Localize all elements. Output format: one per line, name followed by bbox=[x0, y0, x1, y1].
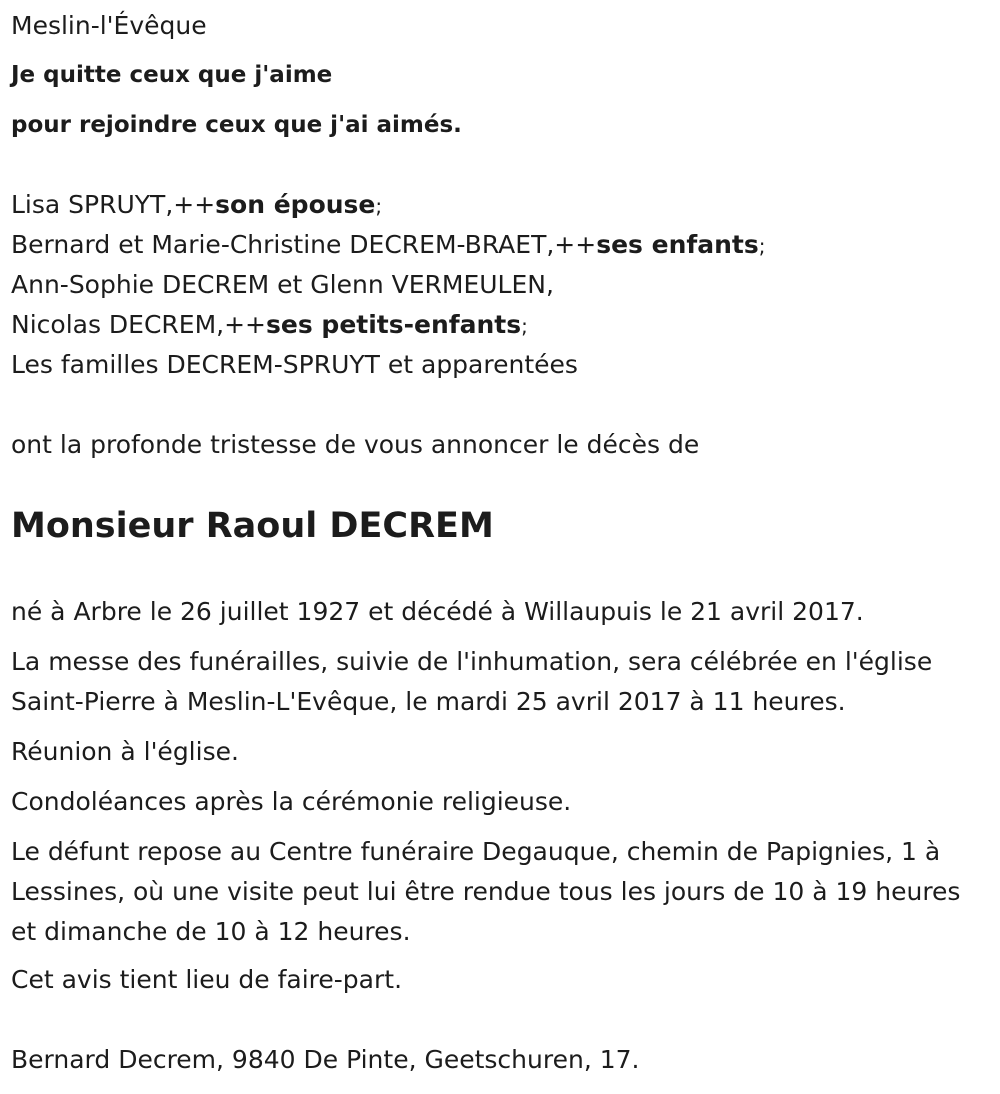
family-separator: ; bbox=[521, 314, 528, 338]
family-line bbox=[11, 305, 528, 346]
family-role: son épouse bbox=[215, 190, 376, 219]
quote-line-2: pour rejoindre ceux que j'ai aimés. bbox=[11, 112, 462, 138]
deceased-name: Monsieur Raoul DECREM bbox=[11, 506, 494, 546]
family-role: ses petits-enfants bbox=[266, 310, 522, 339]
contact-address: Bernard Decrem, 9840 De Pinte, Geetschuren, 17. bbox=[11, 1045, 640, 1074]
family-line bbox=[11, 265, 554, 306]
gathering-info: Réunion à l'église. bbox=[11, 737, 239, 766]
location: Meslin-l'Évêque bbox=[11, 11, 207, 40]
family-separator: ; bbox=[758, 234, 766, 258]
announcement: ont la profonde tristesse de vous annoncer le décès de bbox=[11, 430, 700, 459]
family-names: Ann-Sophie DECREM et Glenn VERMEULEN, bbox=[11, 270, 554, 299]
notice-statement: Cet avis tient lieu de faire-part. bbox=[11, 965, 403, 994]
family-line bbox=[11, 185, 382, 226]
quote-line-1: Je quitte ceux que j'aime bbox=[11, 62, 333, 88]
condolences-info: Condoléances après la cérémonie religieuse. bbox=[11, 787, 572, 816]
family-role: ses enfants bbox=[596, 230, 759, 259]
family-names: Nicolas DECREM,++ bbox=[11, 310, 267, 339]
family-names: Lisa SPRUYT,++ bbox=[11, 190, 216, 219]
visitation-info: Le défunt repose au Centre funéraire Degauque, chemin de Papignies, 1 à Lessines, où une visite peut lui être rendue tous les jours de 10 à 19 heures et dimanche de 10 à 12 heures. bbox=[11, 837, 961, 946]
family-line bbox=[11, 225, 766, 266]
funeral-mass: La messe des funérailles, suivie de l'inhumation, sera célébrée en l'église Saint-Pierre à Meslin-L'Evêque, le mardi 25 avril 2017 à 11 heures. bbox=[11, 647, 933, 716]
family-line bbox=[11, 345, 578, 386]
birth-death-dates: né à Arbre le 26 juillet 1927 et décédé à Willaupuis le 21 avril 2017. bbox=[11, 597, 864, 626]
family-names: Bernard et Marie-Christine DECREM-BRAET,++ bbox=[11, 230, 597, 259]
family-names: Les familles DECREM-SPRUYT et apparentées bbox=[11, 350, 578, 379]
family-separator: ; bbox=[375, 194, 383, 218]
